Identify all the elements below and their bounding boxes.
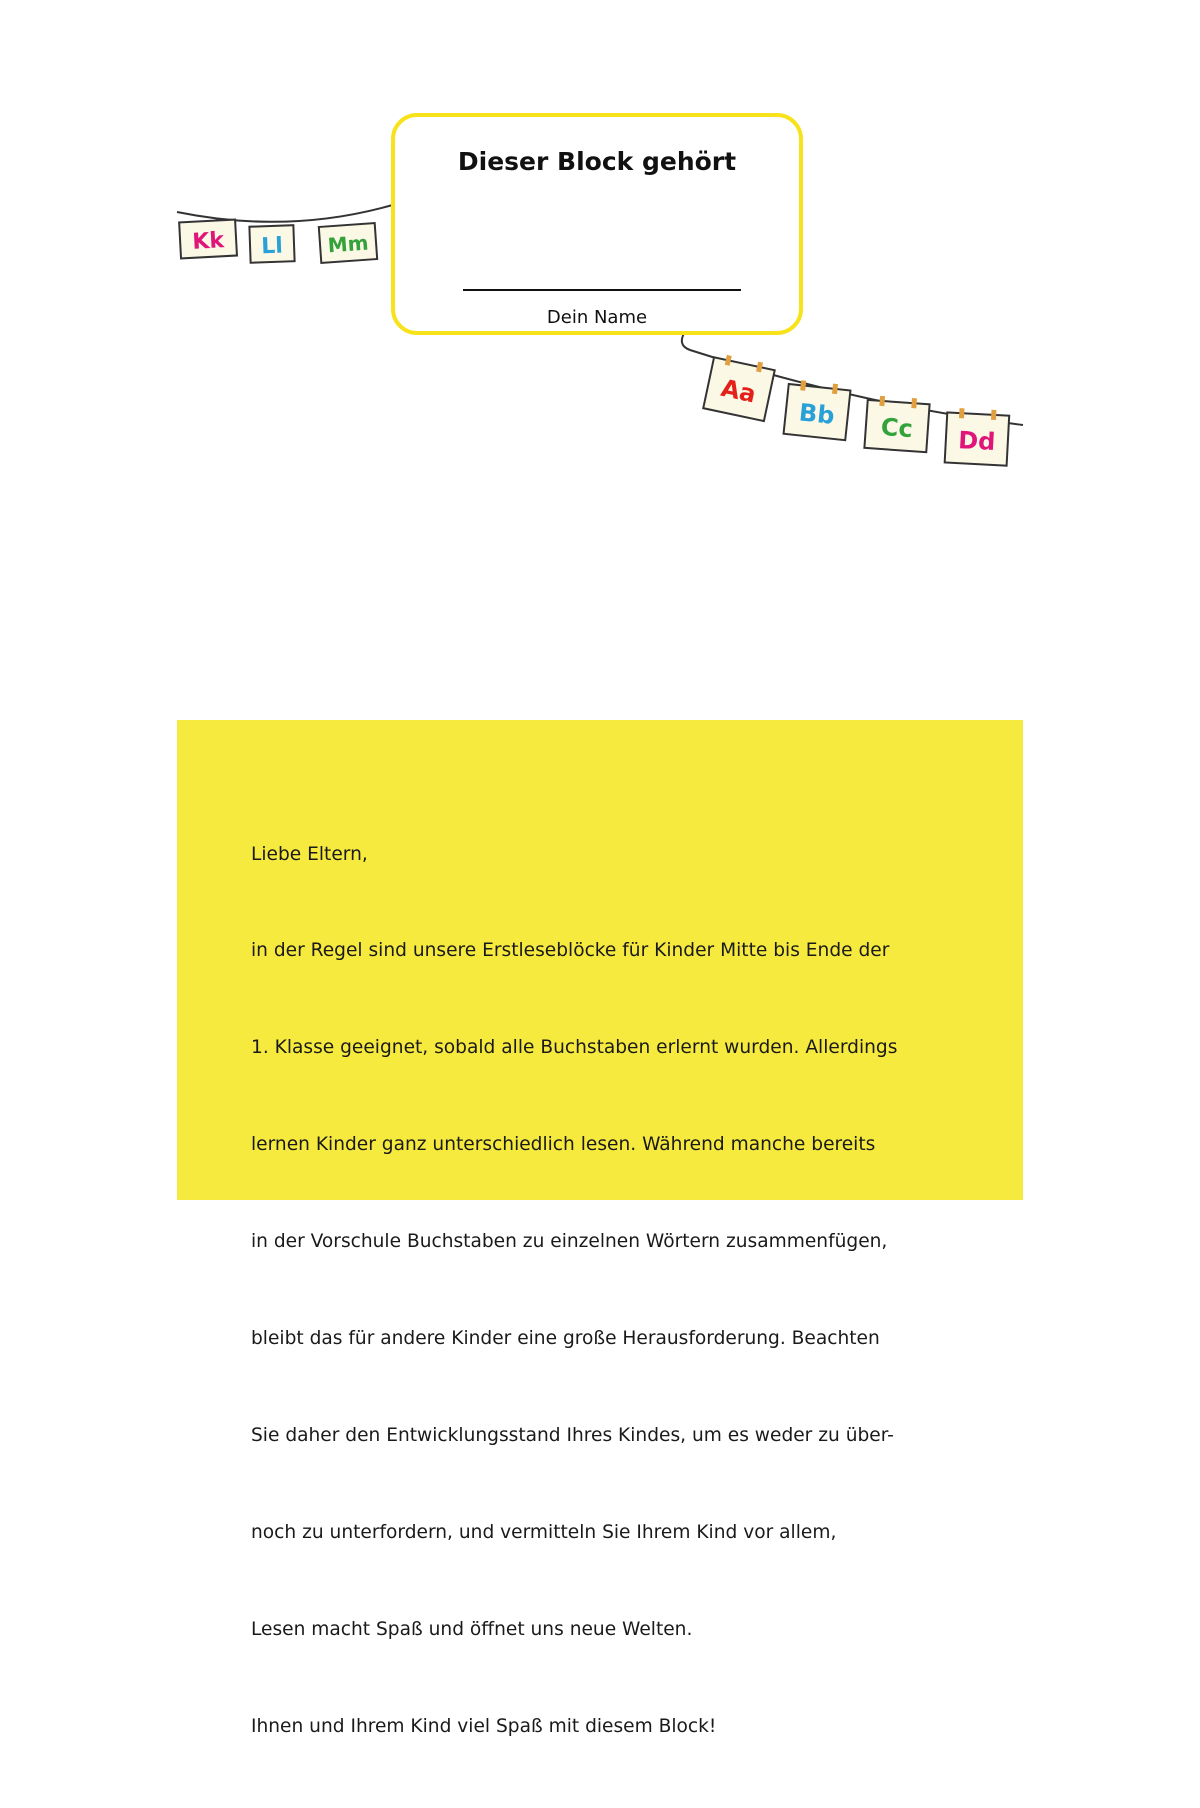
card-label-mm: Mm [326, 230, 370, 258]
letter-line: in der Regel sind unsere Erstleseblöcke für Kinder Mitte bis Ende der [251, 940, 890, 962]
letter-line: Liebe Eltern, [251, 843, 368, 865]
letter-card-bb [784, 379, 851, 440]
letter-line: Ihnen und Ihrem Kind viel Spaß mit diesem Block! [251, 1715, 717, 1737]
letter-line: Lesen macht Spaß und öffnet uns neue Welten. [251, 1618, 693, 1640]
card-label-dd: Dd [957, 426, 997, 457]
card-label-bb: Bb [797, 398, 836, 430]
letter-line: Sie daher den Entwicklungsstand Ihres Kindes, um es weder zu über- [251, 1424, 894, 1446]
parents-letter-panel [177, 720, 1023, 1737]
name-write-line[interactable] [463, 289, 741, 291]
letter-line: noch zu unterfordern, und vermitteln Sie Ihrem Kind vor allem, [251, 1521, 837, 1543]
letter-card-aa [703, 352, 775, 421]
card-label-cc: Cc [879, 412, 914, 444]
parents-letter-text [251, 774, 897, 1808]
card-label-ll: Ll [260, 233, 284, 260]
letter-line: bleibt das für andere Kinder eine große Herausforderung. Beachten [251, 1328, 880, 1350]
letter-line: in der Vorschule Buchstaben zu einzelnen Wörtern zusammenfügen, [251, 1231, 888, 1253]
letter-line: 1. Klasse geeignet, sobald alle Buchstaben erlernt wurden. Allerdings [251, 1037, 898, 1059]
name-caption: Dein Name [546, 307, 648, 328]
card-label-kk: Kk [191, 228, 225, 255]
card-label-aa: Aa [718, 373, 759, 409]
name-box [391, 113, 803, 335]
letter-line: lernen Kinder ganz unterschiedlich lesen. Während manche bereits [251, 1134, 876, 1156]
letter-card-cc [864, 395, 930, 452]
name-box-title: Dieser Block gehört [457, 147, 737, 176]
letter-card-dd [945, 407, 1010, 465]
